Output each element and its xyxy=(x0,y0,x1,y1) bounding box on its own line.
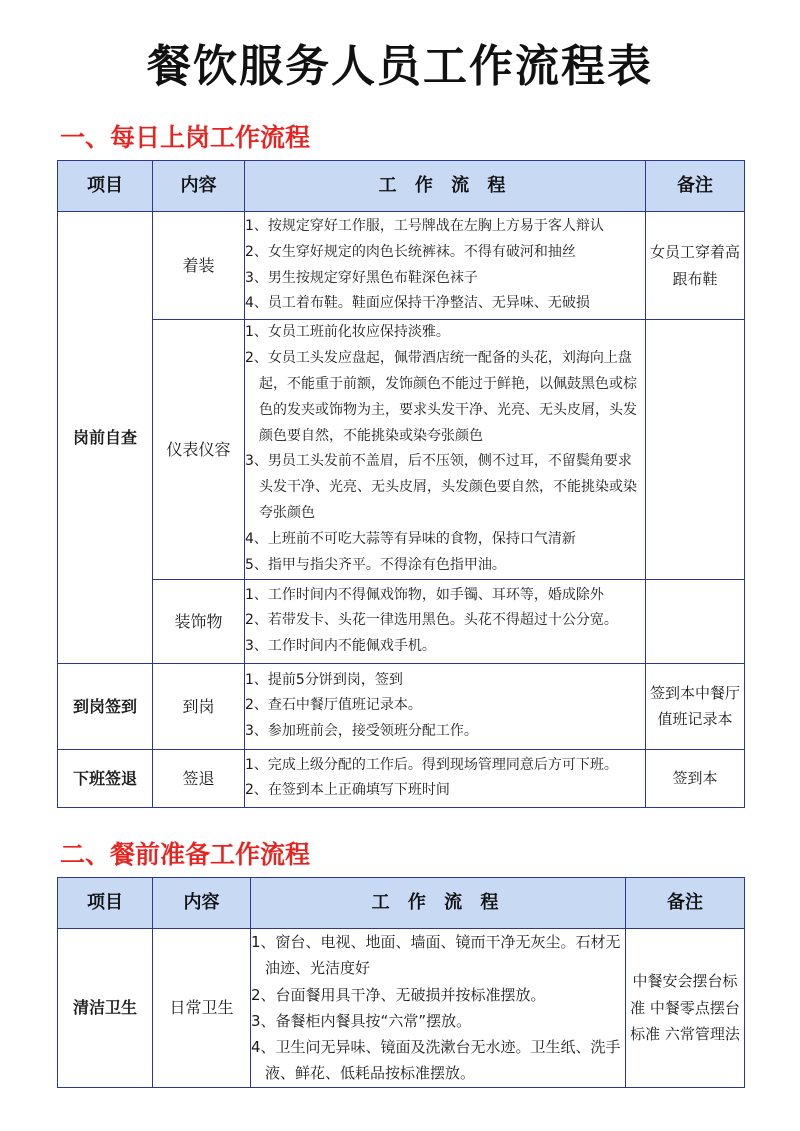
header-note: 备注 xyxy=(646,161,745,212)
step-text: 4、上班前不可吃大蒜等有异味的食物，保持口气清新 xyxy=(245,531,576,548)
steps-cell xyxy=(245,320,646,580)
step-text: 4、卫生问无异味、镜面及洗漱台无水迹。卫生纸、洗手液、鲜花、低耗品按标准摆放。 xyxy=(251,1038,621,1083)
table-header-row xyxy=(58,878,745,929)
section-heading-preparation: 二、餐前准备工作流程 xyxy=(60,840,311,869)
table-row xyxy=(58,212,745,320)
step-text: 1、女员工班前化妆应保持淡雅。 xyxy=(245,324,450,340)
table-header-row xyxy=(58,161,745,212)
steps-cell xyxy=(251,929,626,1088)
step-text: 3、男员工头发前不盖眉，后不压领，侧不过耳，不留鬓角要求头发干净、光亮、无头皮屑，头发颜色要自然，不能挑染或染夸张颜色 xyxy=(245,453,637,522)
item-cell: 岗前自查 xyxy=(58,212,153,664)
item-cell: 到岗签到 xyxy=(58,663,153,749)
step-text: 1、窗台、电视、地面、墙面、镜而干净无灰尘。石材无油迹、光洁度好 xyxy=(251,933,621,978)
table-row xyxy=(58,663,745,749)
step-text: 1、工作时间内不得佩戏饰物，如手镯、耳环等，婚成除外 xyxy=(245,586,604,603)
header-flow: 工 作 流 程 xyxy=(245,161,646,212)
content-cell: 签退 xyxy=(153,749,245,807)
step-text: 2、在签到本上正确填写下班时间 xyxy=(245,782,450,799)
note-cell: 中餐安会摆台标准 中餐零点摆台标准 六常管理法 xyxy=(626,929,745,1088)
header-flow: 工 作 流 程 xyxy=(251,878,626,929)
preparation-workflow-table xyxy=(57,877,745,1088)
step-text: 1、完成上级分配的工作后。得到现场管理同意后方可下班。 xyxy=(245,756,618,773)
content-cell: 到岗 xyxy=(153,663,245,749)
note-cell: 签到本中餐厅值班记录本 xyxy=(646,663,745,749)
table-row xyxy=(58,929,745,1088)
header-item: 项目 xyxy=(58,161,153,212)
header-content: 内容 xyxy=(153,161,245,212)
steps-cell xyxy=(245,749,646,807)
step-text: 3、工作时间内不能佩戏手机。 xyxy=(245,638,436,655)
step-text: 5、指甲与指尖齐平。不得涂有色指甲油。 xyxy=(245,557,506,574)
steps-cell xyxy=(245,579,646,663)
note-cell: 签到本 xyxy=(646,749,745,807)
step-text: 1、按规定穿好工作服，工号牌战在左胸上方易于客人辩认 xyxy=(245,217,604,234)
header-note: 备注 xyxy=(626,878,745,929)
step-text: 3、男生按规定穿好黑色布鞋深色袜子 xyxy=(245,269,478,286)
step-text: 2、查石中餐厅值班记录本。 xyxy=(245,697,422,714)
content-cell: 着装 xyxy=(153,212,245,320)
table-row xyxy=(58,320,745,580)
step-text: 3、备餐柜内餐具按“六常”摆放。 xyxy=(251,1011,472,1030)
header-item: 项目 xyxy=(58,878,153,929)
note-cell: 女员工穿着高跟布鞋 xyxy=(646,212,745,320)
header-content: 内容 xyxy=(153,878,251,929)
content-cell: 装饰物 xyxy=(153,579,245,663)
table-row xyxy=(58,579,745,663)
section-heading-daily: 一、每日上岗工作流程 xyxy=(60,123,311,152)
note-cell xyxy=(646,320,745,580)
note-cell xyxy=(646,579,745,663)
step-text: 4、员工着布鞋。鞋面应保持干净整洁、无异味、无破损 xyxy=(245,295,590,312)
step-text: 2、台面餐用具干净、无破损并按标准摆放。 xyxy=(251,985,546,1004)
step-text: 2、若带发卡、头花一律选用黑色。头花不得超过十公分宽。 xyxy=(245,612,618,629)
step-text: 3、参加班前会，接受领班分配工作。 xyxy=(245,723,478,740)
content-cell: 日常卫生 xyxy=(153,929,251,1088)
step-text: 2、女员工头发应盘起，佩带酒店统一配备的头花，刘海向上盘起，不能重于前额，发饰颜色不能过于鲜艳，以佩鼓黑色或棕色的发夹或饰物为主，要求头发干净、光亮、无头皮屑，头发颜色要自然，不能挑染或染夸张颜色 xyxy=(245,349,637,444)
item-cell: 清洁卫生 xyxy=(58,929,153,1088)
item-cell: 下班签退 xyxy=(58,749,153,807)
table-row xyxy=(58,749,745,807)
steps-cell xyxy=(245,663,646,749)
daily-workflow-table xyxy=(57,160,745,808)
page-title: 餐饮服务人员工作流程表 xyxy=(147,41,653,92)
step-text: 2、女生穿好规定的肉色长统裤袜。不得有破河和抽丝 xyxy=(245,243,576,260)
steps-cell xyxy=(245,212,646,320)
step-text: 1、提前5分饼到岗，签到 xyxy=(245,671,403,688)
content-cell: 仪表仪容 xyxy=(153,320,245,580)
